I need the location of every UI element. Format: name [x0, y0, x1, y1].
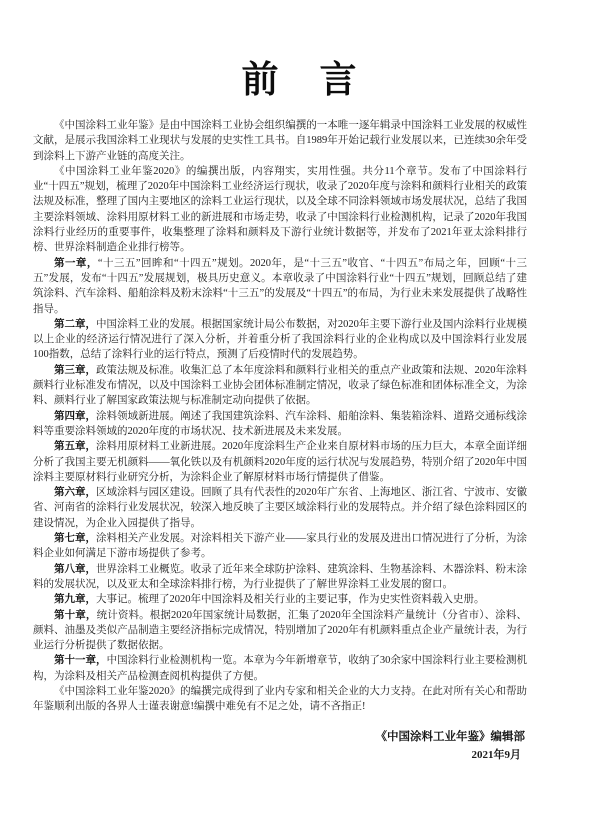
chapter-lead: 第六章，	[54, 486, 97, 499]
editorial-department-signature: 《中国涂料工业年鉴》编辑部	[375, 730, 525, 743]
paragraph	[33, 608, 527, 654]
chapter-lead: 第七章，	[54, 532, 97, 545]
paragraph	[33, 439, 527, 485]
chapter-lead: 第一章，	[54, 256, 98, 269]
paragraph	[33, 653, 527, 684]
paragraph-text: 世界涂料工业概览。收录了近年来全球防护涂料、建筑涂料、生物基涂料、木器涂料、粉末涂料的发展状况，以及亚太和全球涂料排行榜，为行业提供了了解世界涂料工业发展的窗口。	[33, 563, 527, 590]
chapter-lead: 第十一章，	[54, 654, 107, 667]
paragraph-text: 政策法规及标准。收集汇总了本年度涂料和颜料行业相关的重点产业政策和法规、2020年涂料颜料行业标准发布情况，以及中国涂料工业协会团体标准制定情况，收录了绿色标准和团体标准全文，为涂料、颜料行业了解国家政策法规与标准制定动向提供了依据。	[33, 364, 527, 407]
paragraph	[33, 118, 527, 164]
paragraph-text: “十三五”回眸和“十四五”规划。2020年，是“十三五”收官、“十四五”布局之年，回顾“十三五”发展，发布“十四五”发展规划，极具历史意义。本章收录了中国涂料行业“十四五”规划，回顾总结了建筑涂料、汽车涂料、船舶涂料及粉末涂料“十三五”的发展及“十四五”的布局，为行业未来发展提供了战略性指导。	[33, 257, 527, 315]
paragraph	[33, 164, 527, 256]
paragraph-text: 《中国涂料工业年鉴》是由中国涂料工业协会组织编撰的一本唯一逐年辑录中国涂料工业发展的权威性文献，是展示我国涂料工业现状与发展的史实性工具书。自1989年开始记载行业发展以来，已连续30余年受到涂料上下游产业链的高度关注。	[33, 120, 527, 162]
chapter-lead: 第九章，	[54, 593, 96, 606]
preface-body	[33, 118, 527, 715]
paragraph-text: 《中国涂料工业年鉴2020》的编撰出版，内容翔实，实用性强。共分11个章节。发布了中国涂料行业“十四五”规划，梳理了2020年中国涂料工业经济运行现状，收录了2020年度与涂料和颜料行业相关的政策法规及标准，整理了国内主要地区的涂料工业运行现状，以及全球不同涂料领域市场发展状况，总结了我国主要涂料领域、涂料用原材料工业的新进展和市场走势，收录了中国涂料行业检测机构，记录了2020年我国涂料行业经历的重要事件，收集整理了涂料和颜料及下游行业统计数据等，并发布了2021年亚太涂料排行榜、世界涂料制造企业排行榜等。	[33, 165, 527, 254]
paragraph-text: 涂料领域新进展。阐述了我国建筑涂料、汽车涂料、船舶涂料、集装箱涂料、道路交通标线涂料等重要涂料领域的2020年度的市场状况、技术新进展及未来发展。	[33, 410, 527, 437]
paragraph	[33, 531, 527, 562]
publication-date: 2021年9月	[471, 748, 521, 761]
paragraph	[33, 317, 527, 363]
paragraph-text: 区域涂料与园区建设。回顾了具有代表性的2020年广东省、上海地区、浙江省、宁波市、安徽省、河南省的涂料行业发展状况，较深入地反映了主要区域涂料行业的发展特点。并介绍了绿色涂料园区的建设情况，为企业入园提供了指导。	[33, 487, 527, 529]
paragraph	[33, 409, 527, 440]
chapter-lead: 第十章，	[54, 608, 97, 621]
paragraph	[33, 256, 527, 317]
chapter-lead: 第三章，	[54, 363, 97, 376]
chapter-lead: 第四章，	[54, 409, 97, 422]
chapter-lead: 第五章，	[54, 440, 97, 453]
paragraph-text: 涂料相关产业发展。对涂料相关下游产业——家具行业的发展及进出口情况进行了分析，为涂料企业如何满足下游市场提供了参考。	[33, 533, 527, 560]
paragraph	[33, 684, 527, 715]
chapter-lead: 第八章，	[54, 562, 97, 575]
chapter-lead: 第二章，	[54, 317, 97, 330]
signature-block	[33, 729, 527, 763]
paragraph-text: 大事记。梳理了2020年中国涂料及相关行业的主要记事，作为史实性资料载入史册。	[96, 594, 485, 606]
paragraph-text: 中国涂料工业的发展。根据国家统计局公布数据，对2020年主要下游行业及国内涂料行业规模以上企业的经济运行情况进行了深入分析，并着重分析了我国涂料行业的企业构成以及中国涂料行业发展100指数，总结了涂料行业的运行特点，预测了后疫情时代的发展趋势。	[33, 318, 527, 361]
paragraph-text: 中国涂料行业检测机构一览。本章为今年新增章节，收纳了30余家中国涂料行业主要检测机构，为涂料及相关产品检测查阅机构提供了方便。	[33, 655, 528, 682]
paragraph-text: 统计资料。根据2020年国家统计局数据，汇集了2020年全国涂料产量统计（分省市）、涂料、颜料、油墨及类似产品制造主要经济指标完成情况，特别增加了2020年有机颜料重点企业产量统计表，为行业运行分析提供了数据依据。	[33, 609, 528, 652]
paragraph	[33, 363, 527, 409]
paragraph-text: 《中国涂料工业年鉴2020》的编撰完成得到了业内专家和相关企业的大力支持。在此对所有关心和帮助年鉴顺利出版的各界人士谨表谢意!编撰中难免有不足之处，请不吝指正!	[33, 685, 527, 713]
paragraph	[33, 485, 527, 531]
paragraph	[33, 592, 527, 607]
paragraph-text: 涂料用原材料工业新进展。2020年度涂料生产企业来自原材料市场的压力巨大，本章全面详细分析了我国主要无机颜料——氧化铁以及有机颜料2020年度的运行状况与发展趋势，特别介绍了2020年中国涂料主要原材料行业研究分析，为涂料企业了解原材料市场行情提供了借鉴。	[33, 441, 527, 483]
page-title: 前 言	[241, 59, 359, 100]
paragraph	[33, 562, 527, 593]
